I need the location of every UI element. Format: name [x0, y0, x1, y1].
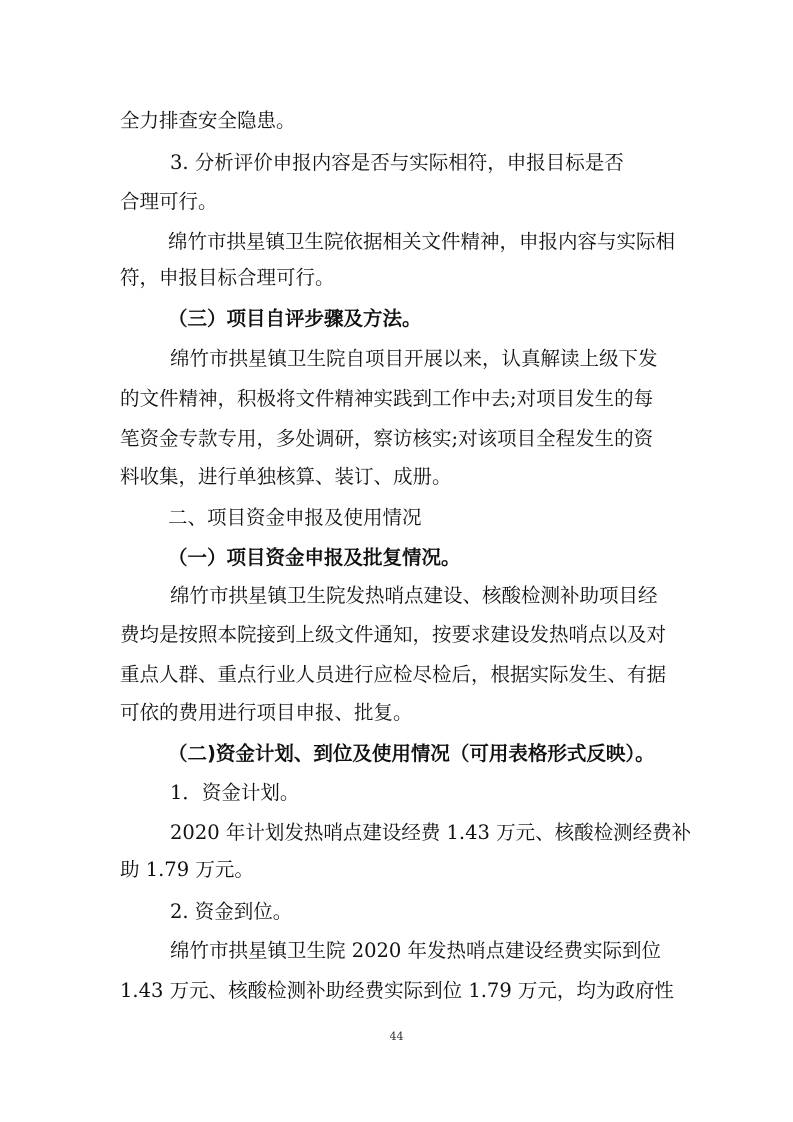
- text-line: [0, 938, 793, 964]
- text-line-content: 笔资金专款专用，多处调研，察访核实;对该项目全程发生的资: [120, 427, 654, 450]
- text-line: [0, 583, 793, 609]
- text-line: [0, 662, 793, 688]
- text-line: [0, 189, 793, 215]
- text-line: [0, 700, 793, 726]
- text-line: [0, 464, 793, 490]
- section-heading-text: （三）项目自评步骤及方法。: [168, 307, 422, 330]
- text-line-content: 2. 资金到位。: [170, 900, 293, 923]
- text-line-content: 可依的费用进行项目申报、批复。: [120, 701, 413, 724]
- text-line: [0, 780, 793, 806]
- text-line-content: 助 1.79 万元。: [120, 858, 254, 881]
- text-line: [0, 899, 793, 925]
- text-line: [0, 426, 793, 452]
- text-line: [0, 150, 793, 176]
- text-line-content: 3. 分析评价申报内容是否与实际相符，申报目标是否: [170, 151, 624, 174]
- section-heading: [0, 741, 793, 767]
- text-line: [0, 386, 793, 412]
- text-line-content: 2020 年计划发热哨点建设经费 1.43 万元、核酸检测经费补: [170, 821, 692, 844]
- text-line-content: 绵竹市拱星镇卫生院 2020 年发热哨点建设经费实际到位: [170, 939, 662, 962]
- text-line: [0, 265, 793, 291]
- text-line: [0, 820, 793, 846]
- text-line-content: 绵竹市拱星镇卫生院自项目开展以来，认真解读上级下发: [170, 347, 658, 370]
- page-number: 44: [389, 1030, 404, 1043]
- text-line-content: 费均是按照本院接到上级文件通知，按要求建设发热哨点以及对: [120, 623, 667, 646]
- chapter-heading-text: 二、项目资金申报及使用情况: [168, 506, 422, 529]
- text-line-content: 绵竹市拱星镇卫生院发热哨点建设、核酸检测补助项目经: [170, 584, 658, 607]
- section-heading-text: （二)资金计划、到位及使用情况（可用表格形式反映）。: [168, 742, 655, 765]
- text-line: [0, 857, 793, 883]
- text-line-content: 重点人群、重点行业人员进行应检尽检后，根据实际发生、有据: [120, 663, 667, 686]
- text-line: [0, 978, 793, 1004]
- text-line-content: 全力排查安全隐患。: [120, 109, 296, 132]
- text-line: [0, 108, 793, 134]
- text-line: [0, 622, 793, 648]
- section-heading: [0, 545, 793, 571]
- text-line-content: 1.43 万元、核酸检测补助经费实际到位 1.79 万元，均为政府性: [120, 979, 674, 1002]
- text-line-content: 1．资金计划。: [170, 781, 300, 804]
- section-heading-text: （一）项目资金申报及批复情况。: [168, 546, 461, 569]
- text-line-content: 的文件精神，积极将文件精神实践到工作中去;对项目发生的每: [120, 387, 654, 410]
- text-line-content: 合理可行。: [120, 190, 218, 213]
- chapter-heading: [0, 505, 793, 531]
- text-line-content: 符，申报目标合理可行。: [120, 266, 335, 289]
- section-heading: [0, 306, 793, 332]
- text-line: [0, 229, 793, 255]
- text-line: [0, 346, 793, 372]
- text-line-content: 绵竹市拱星镇卫生院依据相关文件精神，申报内容与实际相: [168, 230, 676, 253]
- text-line-content: 料收集，进行单独核算、装订、成册。: [120, 465, 452, 488]
